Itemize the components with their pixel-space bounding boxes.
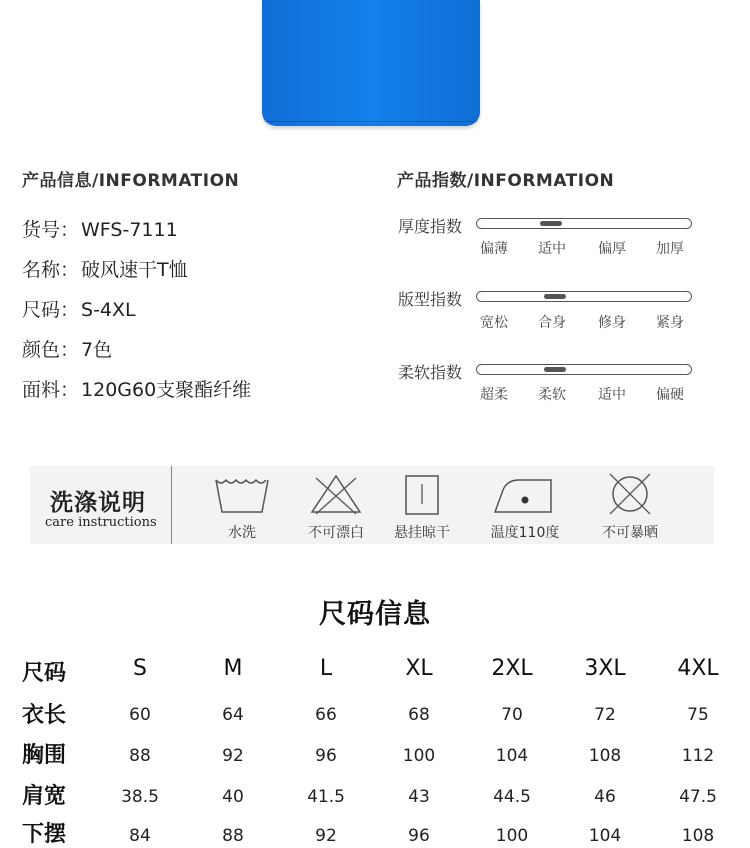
- info-fabric: [22, 375, 251, 402]
- info-value: S-4XL: [81, 299, 136, 321]
- info-item-number: [22, 215, 178, 242]
- index-indicator: [540, 221, 562, 226]
- table-cell: 70: [501, 705, 523, 725]
- size-header-cell: 3XL: [584, 656, 626, 681]
- care-label: 不可暴晒: [602, 525, 658, 541]
- table-cell: 43: [408, 787, 430, 807]
- info-key: 面料：: [22, 379, 80, 401]
- fit-index-bar: [476, 291, 692, 302]
- table-cell: 104: [495, 746, 529, 766]
- table-cell: 40: [222, 787, 244, 807]
- thickness-index-bar: [476, 218, 692, 229]
- table-cell: 66: [315, 705, 337, 725]
- table-cell: 104: [588, 826, 622, 846]
- info-size: [22, 295, 136, 322]
- thickness-index-label: 厚度指数: [398, 217, 463, 236]
- wash-tub-icon: [212, 472, 272, 516]
- table-cell: 100: [495, 826, 529, 846]
- table-cell: 92: [315, 826, 337, 846]
- info-value: 7色: [81, 339, 113, 361]
- index-option: 偏硬: [656, 387, 684, 403]
- table-cell: 72: [594, 705, 616, 725]
- table-cell: 44.5: [493, 787, 531, 807]
- info-key: 货号：: [22, 219, 80, 241]
- info-value: 破风速干T恤: [81, 259, 188, 281]
- table-cell: 38.5: [121, 787, 159, 807]
- index-option: 宽松: [480, 315, 508, 331]
- table-cell: 112: [681, 746, 715, 766]
- product-info-heading: 产品信息/INFORMATION: [22, 171, 240, 191]
- care-label: 水洗: [228, 525, 256, 541]
- info-value: 120G60支聚酯纤维: [81, 379, 252, 401]
- index-option: 偏薄: [480, 241, 508, 257]
- index-indicator: [544, 294, 566, 299]
- size-header-label: 尺码: [22, 661, 67, 686]
- care-item-no-bleach: [296, 472, 376, 542]
- index-option: 适中: [538, 241, 566, 257]
- info-key: 颜色：: [22, 339, 80, 361]
- table-cell: 96: [408, 826, 430, 846]
- care-divider: [171, 466, 172, 544]
- care-item-no-sun-dry: [590, 472, 670, 542]
- info-name: [22, 255, 188, 282]
- table-cell: 108: [681, 826, 715, 846]
- size-header-cell: S: [133, 656, 147, 681]
- index-indicator: [544, 367, 566, 372]
- care-item-wash: [202, 472, 282, 542]
- care-instructions-panel: [30, 466, 714, 544]
- row-label-hem: 下摆: [22, 822, 67, 847]
- row-label-chest: 胸围: [22, 743, 67, 768]
- product-index-heading: 产品指数/INFORMATION: [397, 171, 615, 191]
- index-option: 柔软: [538, 387, 566, 403]
- table-cell: 46: [594, 787, 616, 807]
- row-label-shoulder: 肩宽: [22, 784, 67, 809]
- table-cell: 75: [687, 705, 709, 725]
- table-cell: 100: [402, 746, 436, 766]
- iron-icon: [489, 472, 561, 516]
- index-option: 合身: [538, 315, 566, 331]
- care-item-iron: [485, 472, 565, 542]
- size-header-cell: M: [223, 656, 243, 681]
- size-header-cell: 4XL: [677, 656, 719, 681]
- care-subtitle: care instructions: [45, 515, 157, 530]
- care-label: 不可漂白: [308, 525, 364, 541]
- product-shirt-image: [262, 0, 480, 126]
- size-table-title: 尺码信息: [319, 599, 431, 630]
- size-header-cell: L: [319, 656, 333, 681]
- care-label: 悬挂晾干: [394, 525, 450, 541]
- table-cell: 88: [129, 746, 151, 766]
- care-title: 洗涤说明: [50, 490, 146, 516]
- care-label: 温度110度: [490, 525, 560, 541]
- index-option: 超柔: [480, 387, 508, 403]
- index-option: 修身: [598, 315, 626, 331]
- info-color: [22, 335, 112, 362]
- table-cell: 68: [408, 705, 430, 725]
- table-cell: 84: [129, 826, 151, 846]
- info-key: 名称：: [22, 259, 80, 281]
- no-sun-dry-icon: [600, 472, 660, 516]
- table-cell: 41.5: [307, 787, 345, 807]
- table-cell: 88: [222, 826, 244, 846]
- softness-index-bar: [476, 364, 692, 375]
- table-cell: 96: [315, 746, 337, 766]
- index-option: 适中: [598, 387, 626, 403]
- info-key: 尺码：: [22, 299, 80, 321]
- hang-dry-icon: [392, 472, 452, 516]
- info-value: WFS-7111: [81, 219, 178, 241]
- row-label-length: 衣长: [22, 703, 67, 728]
- index-option: 紧身: [656, 315, 684, 331]
- fit-index-label: 版型指数: [398, 290, 463, 309]
- table-cell: 60: [129, 705, 151, 725]
- size-header-cell: XL: [405, 656, 433, 681]
- index-option: 偏厚: [598, 241, 626, 257]
- table-cell: 92: [222, 746, 244, 766]
- no-bleach-icon: [306, 472, 366, 516]
- table-cell: 64: [222, 705, 244, 725]
- table-cell: 47.5: [679, 787, 717, 807]
- table-cell: 108: [588, 746, 622, 766]
- size-header-cell: 2XL: [491, 656, 533, 681]
- softness-index-label: 柔软指数: [398, 363, 463, 382]
- index-option: 加厚: [656, 241, 684, 257]
- care-item-hang-dry: [382, 472, 462, 542]
